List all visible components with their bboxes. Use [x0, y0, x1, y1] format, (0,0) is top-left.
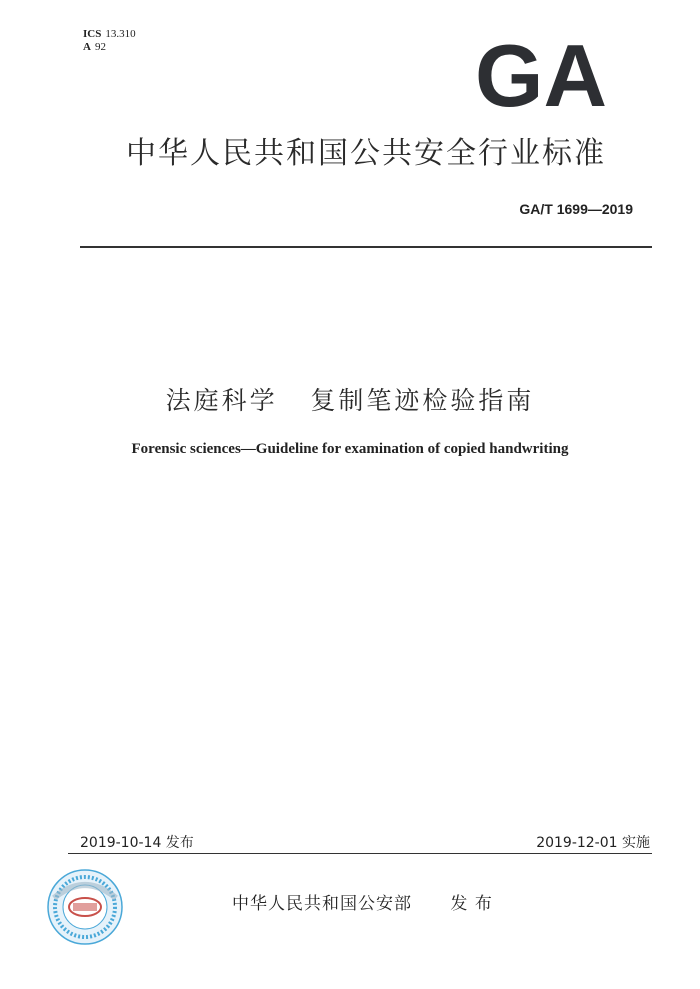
ics-label: ICS: [83, 28, 102, 40]
header-divider: [80, 246, 652, 248]
issuing-authority: 中华人民共和国公安部 发 布: [232, 894, 493, 914]
implementation-date: 2019-12-01 实施: [536, 835, 650, 851]
title-chinese: 法庭科学 复制笔迹检验指南: [165, 386, 535, 415]
ga-logo-text: GA: [475, 40, 607, 108]
anti-counterfeit-seal-icon: [46, 868, 124, 946]
title-english: Forensic sciences—Guideline for examination of copied handwriting: [131, 441, 569, 457]
standard-type: 中华人民共和国公共安全行业标准: [126, 136, 606, 171]
classification-codes: [83, 28, 136, 54]
ics-code: 13.310: [105, 28, 136, 40]
standard-number: GA/T 1699—2019: [519, 201, 633, 217]
ccs-code: 92: [94, 41, 106, 53]
ccs-label: A: [83, 41, 91, 53]
issue-date: 2019-10-14 发布: [80, 835, 194, 851]
ga-logo: [474, 40, 608, 108]
footer-divider: [68, 853, 652, 854]
